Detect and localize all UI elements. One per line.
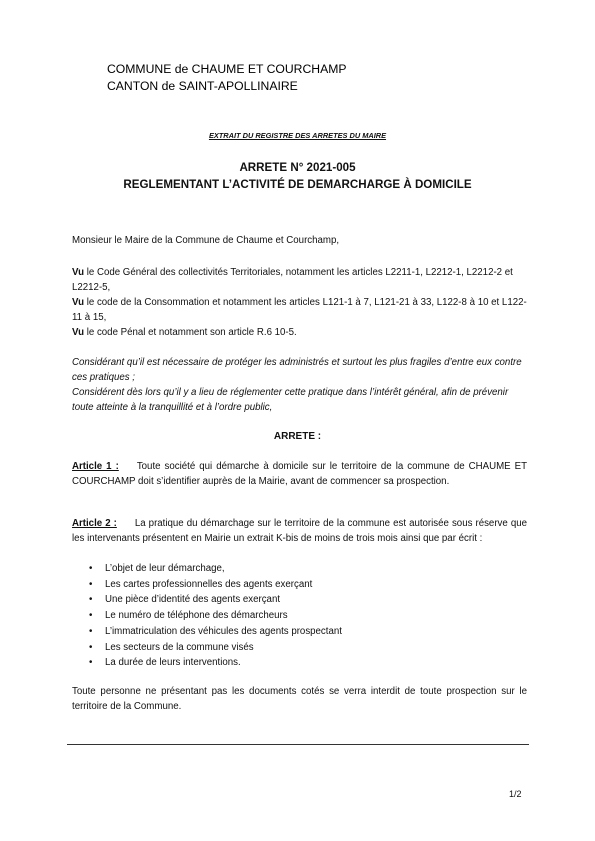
- vu-text: le code Pénal et notamment son article R.6 10-5.: [84, 327, 297, 338]
- vu-section: [72, 265, 527, 340]
- list-item-text: Le numéro de téléphone des démarcheurs: [105, 610, 288, 622]
- bullet-icon: •: [89, 563, 93, 574]
- article-1-text: Toute société qui démarche à domicile sur le territoire de la commune de CHAUME ET COURCHAMP doit s’identifier auprès de la Mairie, avant de commencer sa prospection.: [72, 461, 528, 487]
- list-item-text: Une pièce d’identité des agents exerçant: [105, 594, 281, 606]
- considerants-section: [72, 355, 527, 415]
- vu-text: le Code Général des collectivités Territoriales, notamment les articles L2211-1, L2212-1, L2212-2 et L2212-5,: [72, 267, 513, 293]
- list-item: [89, 577, 342, 593]
- list-item-text: Les secteurs de la commune visés: [105, 641, 254, 653]
- vu-text: le code de la Consommation et notamment les articles L121-1 à 7, L121-21 à 33, L122-8 à 10 et L122-11 à 15,: [72, 297, 527, 323]
- list-item-text: L’immatriculation des véhicules des agents prospectant: [105, 625, 342, 637]
- arrete-heading: ARRETE :: [273, 431, 322, 442]
- article-1: [72, 459, 527, 489]
- decree-subject: REGLEMENTANT L’ACTIVITÉ DE DEMARCHARGE À DOMICILE: [123, 178, 472, 191]
- page-number: 1/2: [509, 789, 522, 799]
- registry-extract-label: EXTRAIT DU REGISTRE DES ARRETES DU MAIRE: [208, 131, 387, 140]
- required-documents-list: [89, 561, 342, 671]
- list-item-text: Les cartes professionnelles des agents exerçant: [105, 578, 313, 590]
- bullet-icon: •: [89, 610, 93, 622]
- article-1-label: Article 1 :: [72, 461, 119, 472]
- canton-name: CANTON de SAINT-APOLLINAIRE: [107, 79, 298, 93]
- list-item: [89, 592, 342, 608]
- vu-item: [72, 325, 527, 340]
- bullet-icon: •: [89, 657, 93, 669]
- article-2-text: La pratique du démarchage sur le territoire de la commune est autorisée sous réserve que les intervenants présentent en Mairie un extrait K-bis de moins de trois mois ainsi que par écrit :: [72, 518, 527, 544]
- vu-item: [72, 295, 527, 325]
- final-paragraph: Toute personne ne présentant pas les documents cotés se verra interdit de toute prospection sur le territoire de la Commune.: [72, 686, 527, 712]
- vu-item: [72, 265, 527, 295]
- article-2: [72, 516, 527, 546]
- list-item: [89, 640, 342, 656]
- intro-line: Monsieur le Maire de la Commune de Chaume et Courchamp,: [72, 235, 340, 246]
- list-item-text: L’objet de leur démarchage,: [105, 563, 225, 574]
- bullet-icon: •: [89, 594, 93, 606]
- vu-lead: Vu: [72, 327, 85, 338]
- decree-number: ARRETE N° 2021-005: [239, 161, 356, 174]
- list-item: [89, 561, 342, 577]
- list-item: [89, 655, 342, 671]
- bullet-icon: •: [89, 578, 93, 590]
- commune-header: [107, 61, 346, 95]
- list-item-text: La durée de leurs interventions.: [105, 657, 241, 669]
- considerant: Considérant qu’il est nécessaire de protéger les administrés et surtout les plus fragiles d’entre eux contre ces pratiques ;: [72, 357, 522, 383]
- bullet-icon: •: [89, 625, 93, 637]
- list-item: [89, 608, 342, 624]
- footer-divider: [67, 744, 529, 745]
- vu-lead: Vu: [72, 297, 85, 308]
- considerant: Considérent dès lors qu’il y a lieu de réglementer cette pratique dans l’intérêt général, afin de prévenir toute atteinte à la tranquillité et à l’ordre public,: [72, 387, 509, 413]
- commune-name: COMMUNE de CHAUME ET COURCHAMP: [107, 62, 347, 76]
- vu-lead: Vu: [72, 267, 85, 278]
- list-item: [89, 624, 342, 640]
- bullet-icon: •: [89, 641, 93, 653]
- article-2-label: Article 2 :: [72, 518, 117, 529]
